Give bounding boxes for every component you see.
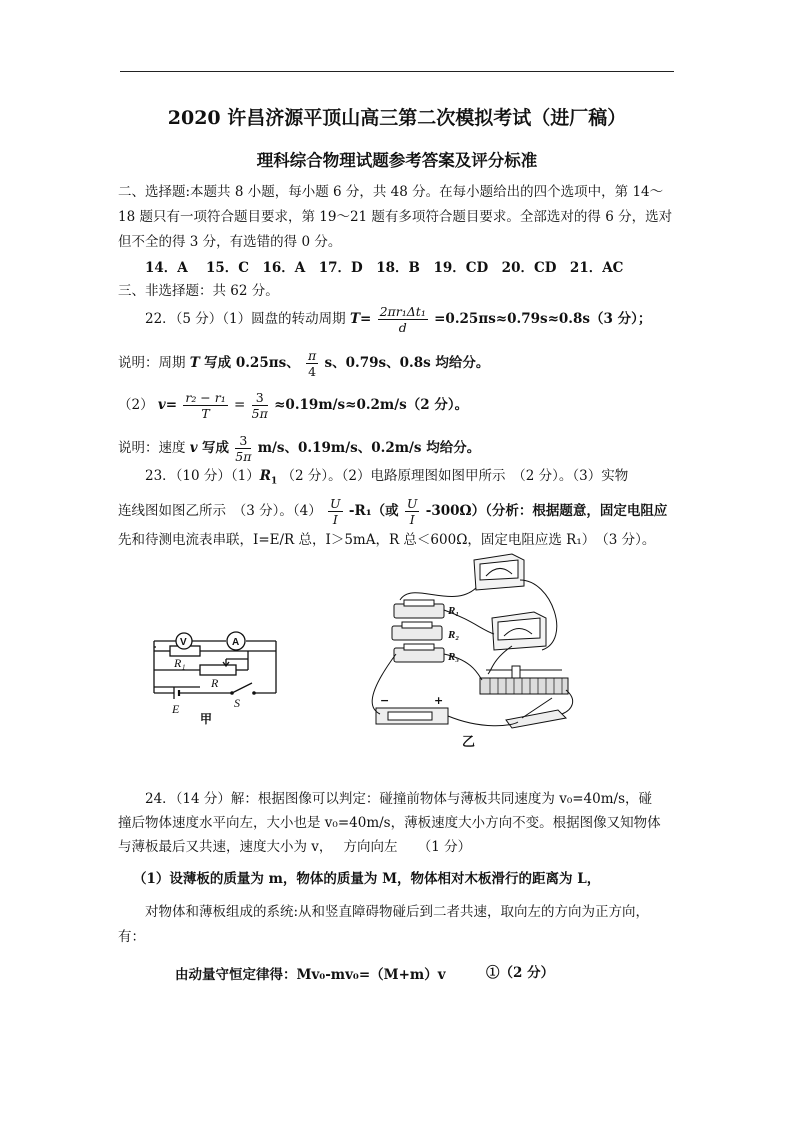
q23-fraction1-den: I <box>332 512 338 527</box>
q23-line1-sub: 1 <box>270 476 278 487</box>
section3-heading: 三、非选择题：共 62 分。 <box>118 283 279 299</box>
q24-line3: 与薄板最后又共速，速度大小为 v， 方向向左 （1 分） <box>118 839 472 855</box>
q22-note2 <box>118 433 480 464</box>
q22-note1-c: s、0.79s、0.8s 均给分。 <box>324 355 490 371</box>
q22-denominator: d <box>398 320 407 335</box>
q22-note2-c: m/s、0.19m/s、0.2m/s 均给分。 <box>257 440 481 456</box>
section2-line1: 二、选择题:本题共 8 小题，每小题 6 分，共 48 分。在每小题给出的四个选项中，第 14～ <box>118 184 664 200</box>
q23-line1-b: （2 分）。（2）电路原理图如图甲所示 （2 分）。（3）实物 <box>281 468 629 484</box>
q22-part2-fraction2 <box>252 390 268 421</box>
q24-line5: 对物体和薄板组成的系统:从和竖直障碍物碰后到二者共速，取向左的方向为正方向， <box>145 904 650 920</box>
q22-note1 <box>118 348 489 379</box>
q23-line2-b: -R₁（或 <box>348 503 399 519</box>
q22-part2-den1: T <box>201 406 210 421</box>
q22-result: =0.25πs≈0.79s≈0.8s（3 分）； <box>434 311 652 327</box>
fig-jia-A: A <box>232 637 240 648</box>
q22-note1-num: π <box>308 348 317 363</box>
answer-key: 14．A 15．C 16．A 17．D 18．B 19．CD 20．CD 21．AC <box>145 260 624 276</box>
q22-note2-b: 写成 <box>201 440 229 456</box>
q23-line2-a: 连线图如图乙所示 （3 分）。（4） <box>118 503 322 519</box>
fig-yi-battery-minus: − <box>380 694 390 707</box>
q23-line3: 先和待测电流表串联，I=E/R 总，I＞5mA，R 总＜600Ω，固定电阻应选 R₁） （3 分）。 <box>118 532 656 548</box>
fig-jia-caption: 甲 <box>200 712 213 726</box>
q22-note2-fraction <box>235 433 251 464</box>
q22-numerator: 2πr₁Δt₁ <box>379 304 426 319</box>
fig-yi-battery-plus: + <box>434 694 444 707</box>
q22-note2-a: 说明：速度 <box>118 440 186 456</box>
q23-line2 <box>118 496 667 527</box>
q22-part2-eq: = <box>234 397 246 413</box>
q24-line4: （1）设薄板的质量为 m，物体的质量为 M，物体相对木板滑行的距离为 L， <box>133 871 601 887</box>
q24-line2: 撞后物体速度水平向左，大小也是 v₀=40m/s，薄板速度大小方向不变。根据图像又知物体 <box>118 815 661 831</box>
q23-line1 <box>145 467 628 491</box>
page-title: 2020 许昌济源平顶山高三第二次模拟考试（进厂稿） <box>167 107 627 129</box>
fig-yi-R1: R₁ <box>448 605 460 617</box>
q22-note1-a: 说明：周期 <box>118 355 186 371</box>
fig-jia-S: S <box>234 696 240 710</box>
fig-jia-V: V <box>180 637 187 648</box>
page-subtitle: 理科综合物理试题参考答案及评分标准 <box>256 151 538 170</box>
q23-fraction1-num: U <box>330 496 341 511</box>
q22-part2-a: （2） <box>118 397 154 413</box>
q24-line1: 24．（14 分）解：根据图像可以判定：碰撞前物体与薄板共同速度为 v₀=40m/s，碰 <box>145 791 652 807</box>
q23-fraction1 <box>328 496 343 527</box>
q23-fraction2 <box>405 496 420 527</box>
q22-note1-T: T <box>189 355 200 371</box>
q22-note1-den: 4 <box>308 364 317 379</box>
fig-yi-caption: 乙 <box>462 735 476 750</box>
q22-line1 <box>145 304 651 335</box>
q24-momentum-equation: 由动量守恒定律得：Mv₀-mv₀=（M+m）v <box>175 967 446 983</box>
fig-jia-R: R <box>211 676 219 690</box>
q22-note1-b: 写成 0.25πs、 <box>204 355 300 371</box>
q22-part2-result: ≈0.19m/s≈0.2m/s（2 分）。 <box>274 397 469 413</box>
q22-part2-num2: 3 <box>252 390 268 406</box>
q23-line1-R: R <box>259 468 271 484</box>
section2-line2: 18 题只有一项符合题目要求，第 19～21 题有多项符合题目要求。全部选对的得 6 分，选对 <box>118 209 673 225</box>
q22-note2-v: v <box>189 440 198 456</box>
header-rule <box>120 71 674 72</box>
q24-equation-score: ①（2 分） <box>486 965 555 981</box>
q22-note2-den: 5π <box>235 449 252 464</box>
wiring-diagram-yi <box>352 550 582 750</box>
fig-jia-E: E <box>172 702 180 716</box>
q22-part2-den2: 5π <box>251 406 268 421</box>
fig-jia-R1: R₁ <box>174 656 186 670</box>
q22-lead: 22．（5 分）（1）圆盘的转动周期 <box>145 311 346 327</box>
q22-part2-v: v= <box>157 397 178 413</box>
q23-line1-a: 23．（10 分）（1） <box>145 468 260 484</box>
fig-yi-R2: R₂ <box>448 629 460 641</box>
circuit-diagram-jia <box>148 625 288 735</box>
q24-line6: 有： <box>118 929 145 945</box>
fig-yi-R3: R₃ <box>448 651 460 663</box>
q22-T: T= <box>349 311 372 327</box>
q22-part2 <box>118 390 468 421</box>
q22-part2-num1: r₂ − r₁ <box>185 390 226 405</box>
q23-line2-c: -300Ω）（分析：根据题意，固定电阻应 <box>425 503 668 519</box>
q22-fraction <box>378 304 428 335</box>
q23-fraction2-den: I <box>409 512 415 527</box>
q22-part2-fraction1 <box>183 390 227 421</box>
section2-line3: 但不全的得 3 分，有选错的得 0 分。 <box>118 234 342 250</box>
q22-note2-num: 3 <box>235 433 251 449</box>
q22-note1-fraction <box>306 348 318 379</box>
q23-fraction2-num: U <box>406 496 418 511</box>
